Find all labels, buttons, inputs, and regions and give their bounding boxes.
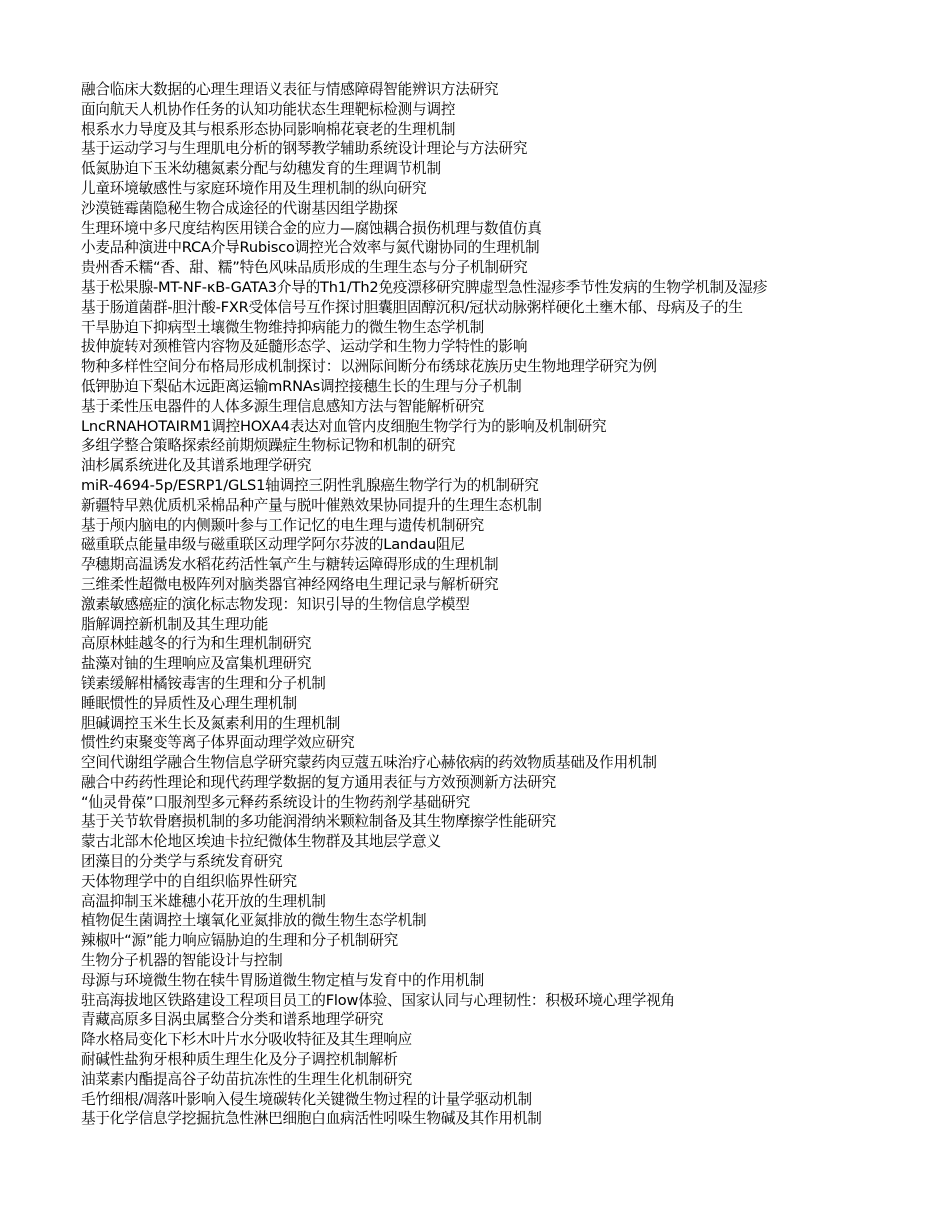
title-list xyxy=(81,80,950,1129)
title-line: 盐藻对铀的生理响应及富集机理研究 xyxy=(81,655,312,673)
title-line: 干旱胁迫下抑病型土壤微生物维持抑病能力的微生物生态学机制 xyxy=(81,318,485,336)
title-line: 青藏高原多目涡虫属整合分类和谱系地理学研究 xyxy=(81,1011,384,1029)
title-line: 胆碱调控玉米生长及氮素利用的生理机制 xyxy=(81,714,341,732)
title-line: miR-4694-5p/ESRP1/GLS1轴调控三阴性乳腺癌生物学行为的机制研究 xyxy=(81,476,539,494)
title-line: 生物分子机器的智能设计与控制 xyxy=(81,952,283,970)
title-line: 基于关节软骨磨损机制的多功能润滑纳米颗粒制备及其生物摩擦学性能研究 xyxy=(81,813,556,831)
title-line: 油菜素内酯提高谷子幼苗抗冻性的生理生化机制研究 xyxy=(81,1070,413,1088)
title-line: 天体物理学中的自组织临界性研究 xyxy=(81,872,297,890)
title-line: 根系水力导度及其与根系形态协同影响棉花衰老的生理机制 xyxy=(81,120,456,138)
title-line: 空间代谢组学融合生物信息学研究蒙药肉豆蔻五味治疗心赫依病的药效物质基础及作用机制 xyxy=(81,754,657,772)
title-line: 生理环境中多尺度结构医用镁合金的应力—腐蚀耦合损伤机理与数值仿真 xyxy=(81,219,542,237)
title-line: 沙漠链霉菌隐秘生物合成途径的代谢基因组学勘探 xyxy=(81,199,398,217)
title-line: 惯性约束聚变等离子体界面动理学效应研究 xyxy=(81,734,355,752)
title-line: 镁素缓解柑橘铵毒害的生理和分子机制 xyxy=(81,674,326,692)
title-line: LncRNAHOTAIRM1调控HOXA4表达对血管内皮细胞生物学行为的影响及机制研究 xyxy=(81,417,607,435)
title-line: 降水格局变化下杉木叶片水分吸收特征及其生理响应 xyxy=(81,1031,413,1049)
title-line: 小麦品种演进中RCA介导Rubisco调控光合效率与氮代谢协同的生理机制 xyxy=(81,239,540,257)
title-line: 面向航天人机协作任务的认知功能状态生理靶标检测与调控 xyxy=(81,100,456,118)
title-line: 多组学整合策略探索经前期烦躁症生物标记物和机制的研究 xyxy=(81,437,456,455)
title-line: 油杉属系统进化及其谱系地理学研究 xyxy=(81,457,312,475)
title-line: 辣椒叶“源”能力响应镉胁迫的生理和分子机制研究 xyxy=(81,932,398,950)
title-line: 激素敏感癌症的演化标志物发现：知识引导的生物信息学模型 xyxy=(81,595,470,613)
title-line: 基于肠道菌群-胆汁酸-FXR受体信号互作探讨胆囊胆固醇沉积/冠状动脉粥样硬化土壅木郁、母病及子的生 xyxy=(81,298,743,316)
title-line: 高温抑制玉米雄穗小花开放的生理机制 xyxy=(81,892,326,910)
title-line: 孕穗期高温诱发水稻花药活性氧产生与糖转运障碍形成的生理机制 xyxy=(81,556,499,574)
title-line: 高原林蛙越冬的行为和生理机制研究 xyxy=(81,635,312,653)
title-line: 物种多样性空间分布格局形成机制探讨：以洲际间断分布绣球花族历史生物地理学研究为例 xyxy=(81,358,657,376)
title-line: 毛竹细根/凋落叶影响入侵生境碳转化关键微生物过程的计量学驱动机制 xyxy=(81,1090,532,1108)
title-line: 新疆特早熟优质机采棉品种产量与脱叶催熟效果协同提升的生理生态机制 xyxy=(81,496,542,514)
title-line: 融合中药药性理论和现代药理学数据的复方通用表征与方效预测新方法研究 xyxy=(81,773,556,791)
title-line: 驻高海拔地区铁路建设工程项目员工的Flow体验、国家认同与心理韧性：积极环境心理学视角 xyxy=(81,991,675,1009)
title-line: 贵州香禾糯“香、甜、糯”特色风味品质形成的生理生态与分子机制研究 xyxy=(81,259,528,277)
title-line: 儿童环境敏感性与家庭环境作用及生理机制的纵向研究 xyxy=(81,179,427,197)
title-line: 基于运动学习与生理肌电分析的钢琴教学辅助系统设计理论与方法研究 xyxy=(81,140,528,158)
title-line: “仙灵骨葆”口服剂型多元释药系统设计的生物药剂学基础研究 xyxy=(81,793,470,811)
title-line: 耐碱性盐狗牙根种质生理生化及分子调控机制解析 xyxy=(81,1051,398,1069)
title-line: 三维柔性超微电极阵列对脑类器官神经网络电生理记录与解析研究 xyxy=(81,575,499,593)
title-line: 睡眠惯性的异质性及心理生理机制 xyxy=(81,694,297,712)
title-line: 基于松果腺-MT-NF-κB-GATA3介导的Th1/Th2免疫漂移研究脾虚型急性湿疹季节性发病的生物学机制及湿疹 xyxy=(81,278,768,296)
title-line: 母源与环境微生物在犊牛胃肠道微生物定植与发育中的作用机制 xyxy=(81,971,485,989)
title-line: 基于化学信息学挖掘抗急性淋巴细胞白血病活性吲哚生物碱及其作用机制 xyxy=(81,1110,542,1128)
title-line: 植物促生菌调控土壤氧化亚氮排放的微生物生态学机制 xyxy=(81,912,427,930)
title-line: 团藻目的分类学与系统发育研究 xyxy=(81,853,283,871)
title-line: 融合临床大数据的心理生理语义表征与情感障碍智能辨识方法研究 xyxy=(81,81,499,98)
title-line: 基于柔性压电器件的人体多源生理信息感知方法与智能解析研究 xyxy=(81,397,485,415)
title-line: 磁重联点能量串级与磁重联区动理学阿尔芬波的Landau阻尼 xyxy=(81,536,465,554)
title-line: 低氮胁迫下玉米幼穗氮素分配与幼穗发育的生理调节机制 xyxy=(81,160,441,178)
title-line: 基于颅内脑电的内侧颞叶参与工作记忆的电生理与遗传机制研究 xyxy=(81,516,485,534)
title-line: 拔伸旋转对颈椎管内容物及延髓形态学、运动学和生物力学特性的影响 xyxy=(81,338,528,356)
title-line: 蒙古北部木伦地区埃迪卡拉纪微体生物群及其地层学意义 xyxy=(81,833,441,851)
title-line: 脂解调控新机制及其生理功能 xyxy=(81,615,269,633)
title-line: 低钾胁迫下梨砧木远距离运输mRNAs调控接穗生长的生理与分子机制 xyxy=(81,377,522,395)
